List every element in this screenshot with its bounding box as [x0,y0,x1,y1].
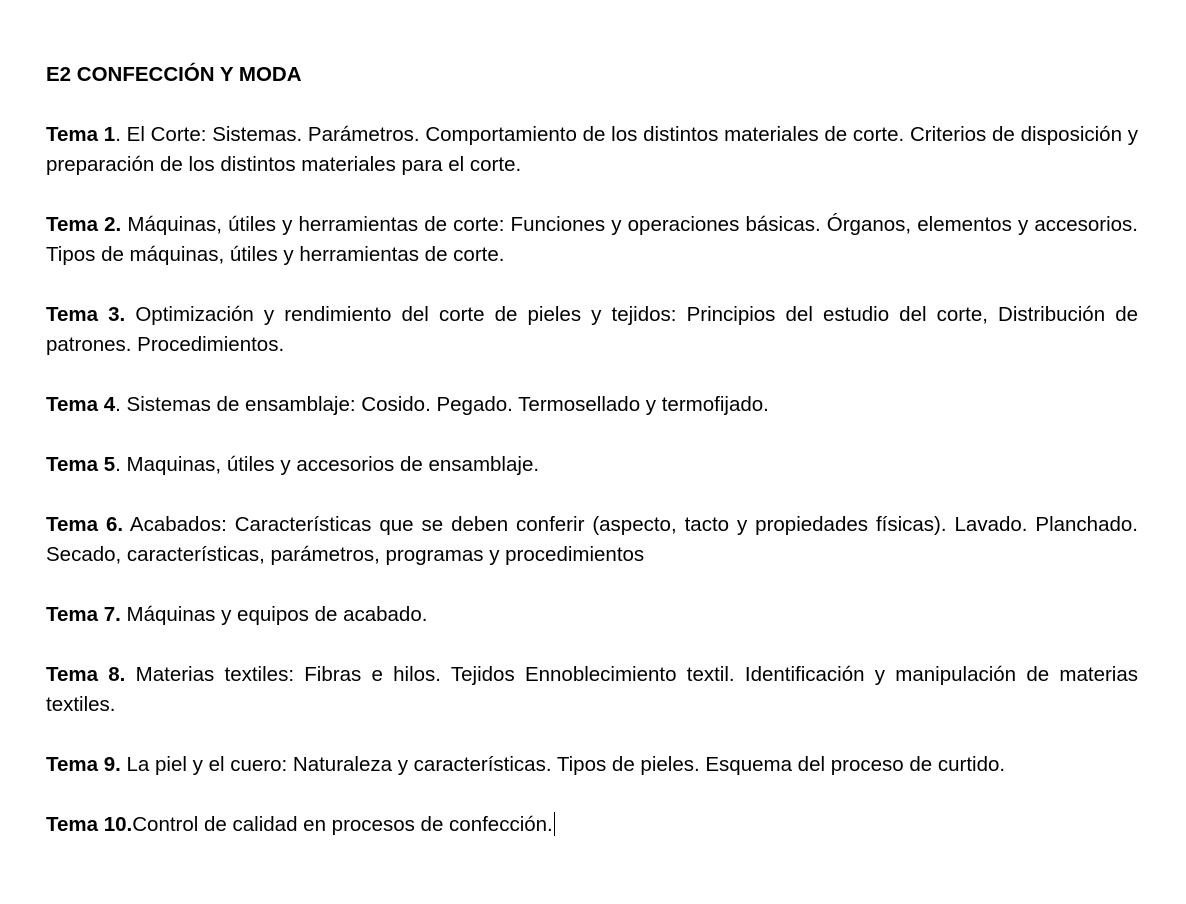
tema-5 [46,450,1138,480]
tema-label: Tema 3. [46,303,126,326]
text-cursor [554,812,555,836]
tema-10 [46,810,1138,840]
tema-label: Tema 5 [46,453,116,476]
tema-text: La piel y el cuero: Naturaleza y características. Tipos de pieles. Esquema del proceso de curtido. [126,753,1006,776]
tema-label: Tema 9. [46,753,121,776]
tema-4 [46,390,1138,420]
tema-label: Tema 10. [46,813,133,836]
tema-text: Control de calidad en procesos de confección. [132,813,553,836]
tema-label: Tema 4 [46,393,116,416]
tema-7 [46,600,1138,630]
tema-text: Máquinas, útiles y herramientas de corte: Funciones y operaciones básicas. Órganos, elementos y accesorios. Tipos de máquinas, útiles y herramientas de corte. [46,213,1138,266]
tema-label: Tema 8. [46,663,126,686]
tema-text: Máquinas y equipos de acabado. [126,603,428,626]
tema-label: Tema 6. [46,513,124,536]
tema-separator [125,663,135,686]
tema-text: Sistemas de ensamblaje: Cosido. Pegado. Termosellado y termofijado. [126,393,769,416]
tema-label: Tema 2. [46,213,122,236]
tema-text: Materias textiles: Fibras e hilos. Tejidos Ennoblecimiento textil. Identificación y manipulación de materias textiles. [46,663,1139,716]
tema-9 [46,750,1138,780]
tema-text: Acabados: Características que se deben conferir (aspecto, tacto y propiedades físicas). Lavado. Planchado. Secado, características, parámetros, programas y procedimientos [46,513,1138,566]
tema-separator: . [115,393,127,416]
tema-separator [125,303,135,326]
tema-separator [123,513,130,536]
document-page[interactable] [46,60,1138,870]
tema-text: El Corte: Sistemas. Parámetros. Comportamiento de los distintos materiales de corte. Criterios de disposición y preparación de los distintos materiales para el corte. [46,123,1138,176]
tema-separator: . [115,453,127,476]
tema-6 [46,510,1138,570]
tema-8 [46,660,1138,720]
tema-separator: . [115,123,127,146]
tema-label: Tema 1 [46,123,116,146]
document-title: E2 CONFECCIÓN Y MODA [46,63,302,86]
tema-text: Optimización y rendimiento del corte de pieles y tejidos: Principios del estudio del corte, Distribución de patrones. Procedimientos. [46,303,1139,356]
tema-2 [46,210,1138,270]
tema-3 [46,300,1138,360]
tema-text: Maquinas, útiles y accesorios de ensamblaje. [126,453,540,476]
tema-1 [46,120,1138,180]
tema-label: Tema 7. [46,603,121,626]
